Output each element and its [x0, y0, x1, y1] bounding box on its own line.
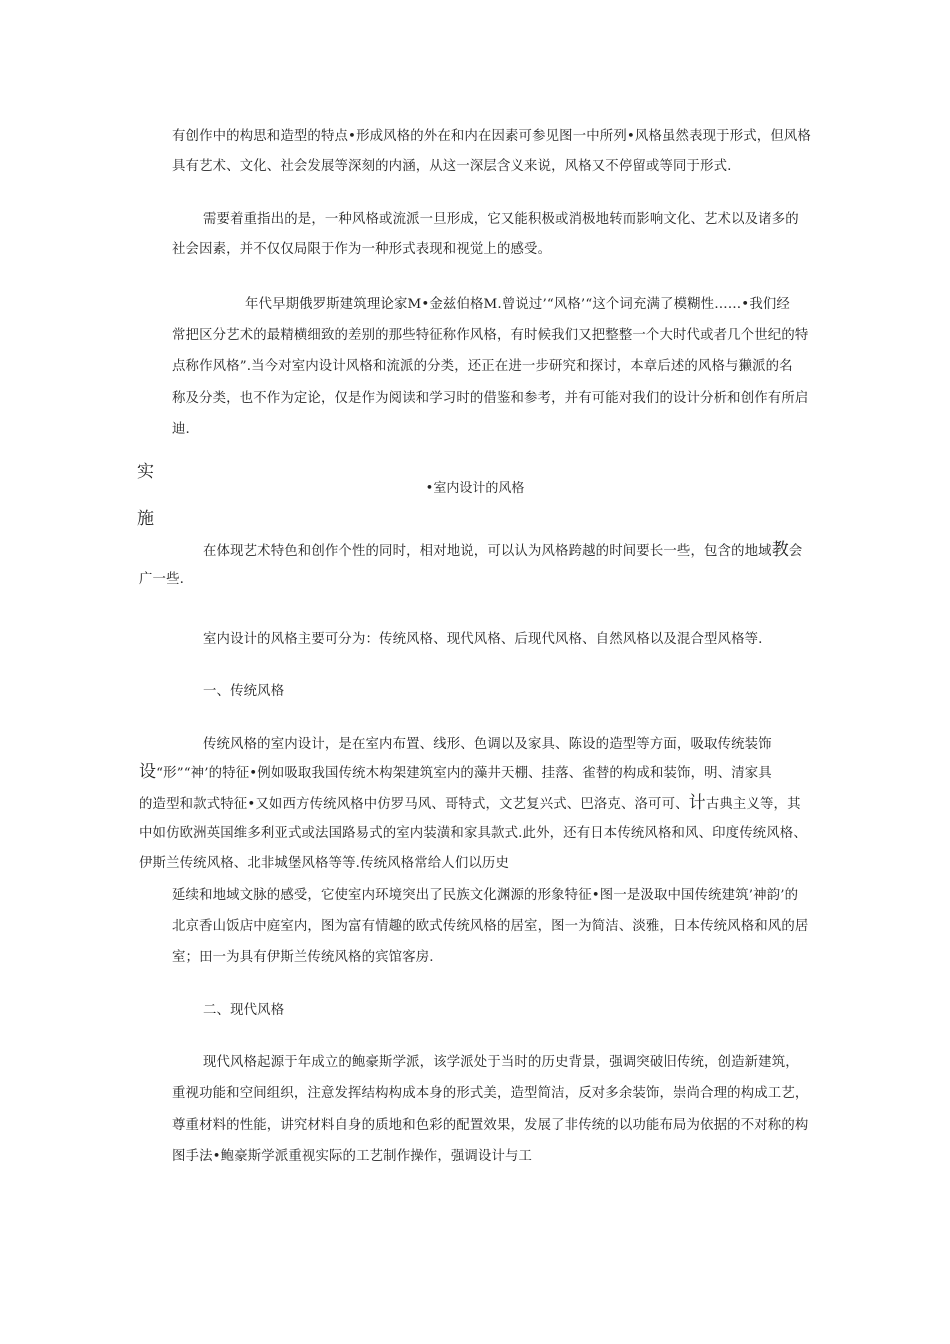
- paragraph-2-line-1: 需要着重指出的是，一种风格或流派一旦形成，它又能积极或消极地转而影响文化、艺术以及诸多的: [203, 212, 799, 227]
- paragraph-6-line-2-text: “形”“神’的特征•例如吸取我国传统木构架建筑室内的藻井天棚、挂落、雀替的构成和装饰，明、清家具: [156, 766, 772, 781]
- paragraph-6-large-char-1: 设: [139, 762, 157, 782]
- paragraph-1-line-2: 具有艺术、文化、社会发展等深刻的内涵，从这一深层含义来说，风格又不停留或等同于形式.: [172, 159, 732, 174]
- paragraph-2-line-2: 社会因素，并不仅仅局限于作为一种形式表现和视觉上的感受。: [172, 242, 552, 257]
- paragraph-7-line-1: 延续和地域文脉的感受，它使室内环境突出了民族文化渊源的形象特征•图一是汲取中国传统建筑’神韵’的: [172, 888, 799, 903]
- side-character-shi2: 施: [137, 509, 154, 529]
- paragraph-8-line-1: 现代风格起源于年成立的鲍豪斯学派，该学派处于当时的历史背景，强调突破旧传统，创造新建筑，: [203, 1055, 799, 1070]
- paragraph-6-large-char-2: 计: [688, 793, 706, 813]
- paragraph-4-text-b: 会: [788, 544, 803, 559]
- paragraph-8-line-4: 图手法•鲍豪斯学派重视实际的工艺制作操作，强调设计与工: [172, 1149, 533, 1164]
- section-title: •室内设计的风格: [425, 481, 525, 496]
- paragraph-8-line-3: 尊重材料的性能，讲究材料自身的质地和色彩的配置效果，发展了非传统的以功能布局为依据的不对称的构: [172, 1118, 809, 1133]
- paragraph-4-line-1: [203, 542, 802, 559]
- paragraph-4-line-2: 广一些.: [139, 572, 185, 587]
- paragraph-4-large-char: 教: [771, 540, 789, 560]
- paragraph-7-line-2: 北京香山饭店中庭室内，图为富有情趣的欧式传统风格的居室，图一为简洁、淡雅，日本传统风格和风的居: [172, 919, 809, 934]
- paragraph-3-line-2: 常把区分艺术的最精横细致的差别的那些特征称作风格，有时候我们又把整整一个大时代或者几个世纪的特: [172, 328, 809, 343]
- paragraph-8-line-2: 重视功能和空间组织，注意发挥结构构成本身的形式美，造型简洁，反对多余装饰，崇尚合理的构成工艺，: [172, 1086, 809, 1101]
- paragraph-3-line-1: 年代早期俄罗斯建筑理论家M•金兹伯格M.曾说过’“风格’“这个词充满了模糊性……•我们经: [245, 297, 790, 312]
- paragraph-6-line-5: 伊斯兰传统风格、北非城堡风格等等.传统风格常给人们以历史: [139, 856, 510, 871]
- side-character-shi: 实: [137, 462, 154, 482]
- paragraph-6-line-2: [139, 764, 772, 781]
- paragraph-3-line-4: 称及分类，也不作为定论，仅是作为阅读和学习时的借鉴和参考，并有可能对我们的设计分析和创作有所启: [172, 391, 809, 406]
- paragraph-7-line-3: 室；田一为具有伊斯兰传统风格的宾馆客房.: [172, 950, 434, 965]
- paragraph-6-line-3-text-a: 的造型和款式特征•又如西方传统风格中仿罗马风、哥特式，文艺复兴式、巴洛克、洛可可、: [139, 797, 689, 812]
- heading-modern-style: 二、现代风格: [203, 1003, 285, 1018]
- paragraph-5: 室内设计的风格主要可分为：传统风格、现代风格、后现代风格、自然风格以及混合型风格等.: [203, 632, 763, 647]
- paragraph-3-line-3: 点称作风格”.当今对室内设计风格和流派的分类，还正在进一步研究和探讨，本章后述的风格与獭派的名: [172, 359, 793, 374]
- paragraph-1-line-1: 有创作中的构思和造型的特点•形成风格的外在和内在因素可参见图一中所列•风格虽然表现于形式，但风格: [172, 129, 811, 144]
- paragraph-6-line-3: [139, 795, 801, 812]
- paragraph-4-text-a: 在体现艺术特色和创作个性的同时，相对地说，可以认为风格跨越的时间要长一些，包含的地域: [203, 544, 772, 559]
- paragraph-3-line-5: 迪.: [172, 422, 190, 437]
- paragraph-6-line-3-text-b: 古典主义等，其: [705, 797, 801, 812]
- paragraph-6-line-4: 中如仿欧洲英国维多利亚式或法国路易式的室内装潢和家具款式.此外，还有日本传统风格和风、印度传统风格、: [139, 826, 807, 841]
- paragraph-6-line-1: 传统风格的室内设计，是在室内布置、线形、色调以及家具、陈设的造型等方面，吸取传统装饰: [203, 737, 772, 752]
- heading-traditional-style: 一、传统风格: [203, 684, 285, 699]
